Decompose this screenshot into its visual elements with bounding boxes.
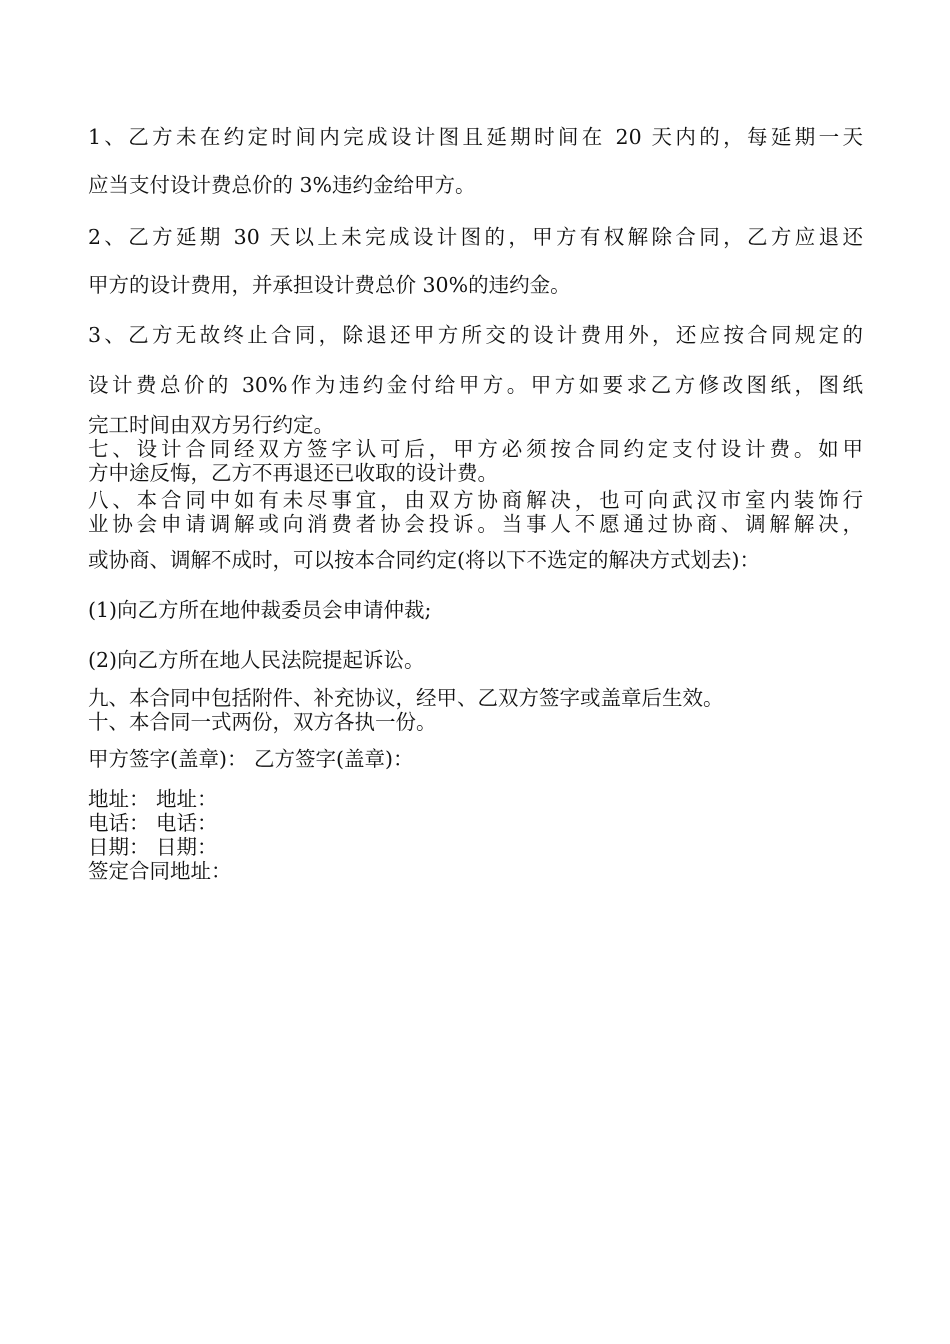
address-line: 地址： 地址： — [88, 787, 218, 811]
clause-1-line-1: 1、乙方未在约定时间内完成设计图且延期时间在 20 天内的，每延期一天 — [88, 125, 863, 149]
clause-3-line-3: 完工时间由双方另行约定。 — [88, 413, 334, 437]
article-8-line-3: 或协商、调解不成时，可以按本合同约定(将以下不选定的解决方式划去)： — [88, 548, 760, 572]
clause-3-line-2: 设计费总价的 30%作为违约金付给甲方。甲方如要求乙方修改图纸，图纸 — [88, 373, 863, 397]
dispute-option-2: (2)向乙方所在地人民法院提起诉讼。 — [88, 648, 425, 672]
clause-2-line-2: 甲方的设计费用，并承担设计费总价 30%的违约金。 — [88, 273, 571, 297]
date-line: 日期： 日期： — [88, 835, 218, 859]
article-8-line-2: 业协会申请调解或向消费者协会投诉。当事人不愿通过协商、调解解决， — [88, 512, 863, 536]
article-9: 九、本合同中包括附件、补充协议，经甲、乙双方签字或盖章后生效。 — [88, 686, 724, 710]
dispute-option-1: (1)向乙方所在地仲裁委员会申请仲裁; — [88, 598, 432, 622]
article-10: 十、本合同一式两份，双方各执一份。 — [88, 710, 437, 734]
article-7-line-1: 七、设计合同经双方签字认可后，甲方必须按合同约定支付设计费。如甲 — [88, 437, 863, 461]
sign-place-line: 签定合同地址： — [88, 859, 232, 883]
article-7-line-2: 方中途反悔，乙方不再退还已收取的设计费。 — [88, 461, 498, 485]
signature-line: 甲方签字(盖章)： 乙方签字(盖章)： — [88, 747, 414, 771]
clause-3-line-1: 3、乙方无故终止合同，除退还甲方所交的设计费用外，还应按合同规定的 — [88, 323, 863, 347]
clause-2-line-1: 2、乙方延期 30 天以上未完成设计图的，甲方有权解除合同，乙方应退还 — [88, 225, 863, 249]
phone-line: 电话： 电话： — [88, 811, 218, 835]
article-8-line-1: 八、本合同中如有未尽事宜，由双方协商解决，也可向武汉市室内装饰行 — [88, 488, 863, 512]
clause-1-line-2: 应当支付设计费总价的 3%违约金给甲方。 — [88, 173, 476, 197]
